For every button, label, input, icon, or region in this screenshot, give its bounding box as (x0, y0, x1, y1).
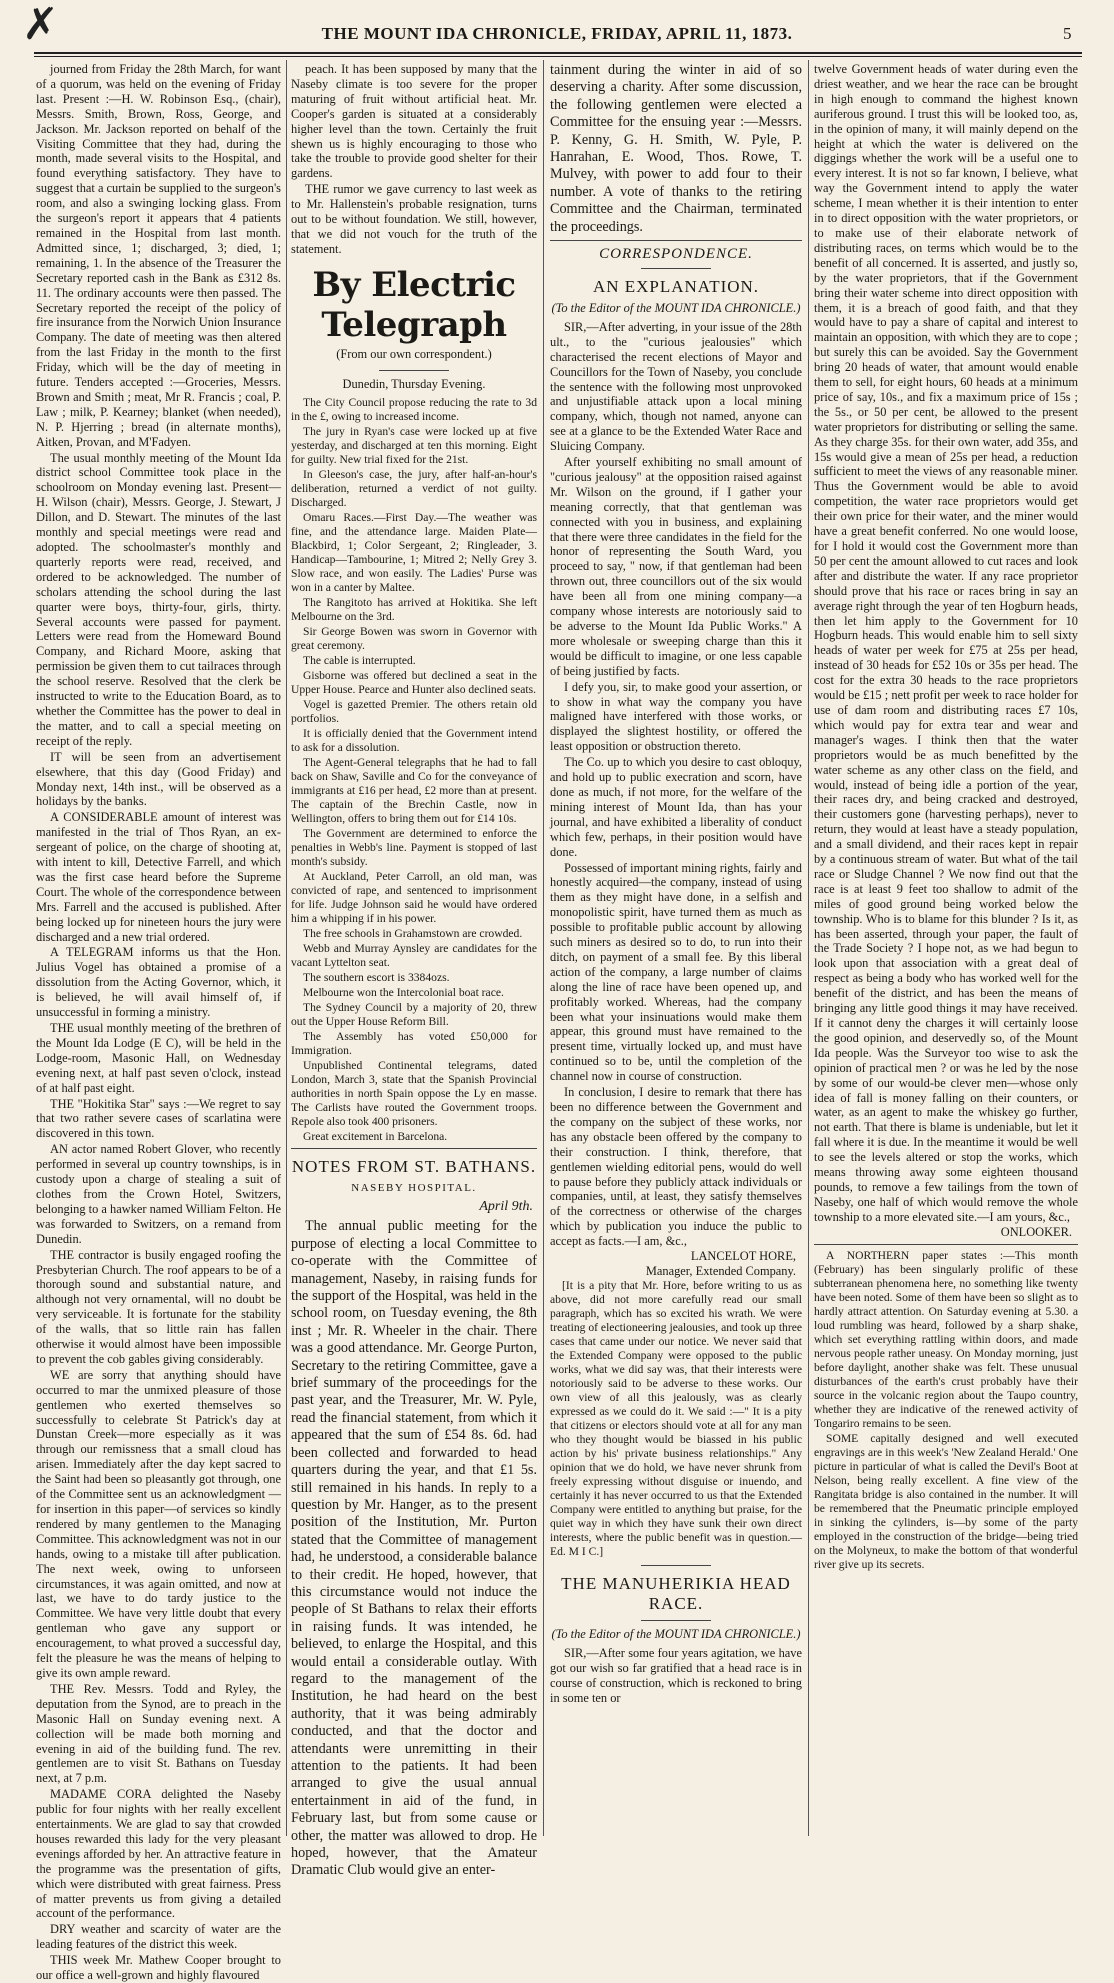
telegraph-item: Melbourne won the Intercolonial boat race. (303, 985, 504, 999)
paragraph: SIR,—After some four years agitation, we have got our wish so far gratified that a head race is in course of construction, which is reckoned to bring in some ten or (550, 1645, 802, 1705)
letter-signature-title: Manager, Extended Company. (645, 1263, 796, 1278)
telegraph-item: Sir George Bowen was sworn in Governor with great ceremony. (291, 624, 537, 652)
correspondence-heading: CORRESPONDENCE. (599, 246, 753, 263)
paragraph: The usual monthly meeting of the Mount Ida district school Committee took place in the schoolroom on Monday evening last. Present—H. Wilson (chair), Messrs. George, J. Stewart, J Dillon, and D. Stewart. The minutes of the last monthly and special meetings were read and adopted. The schoolmaster's monthly and quarterly reports were read, received, and ordered to be acknowledged. The number of scholars attending the school during the last quarter were boys, thirty-four, girls, thirty. Several accounts were passed for payment. Letters were read from the Homeward Bound Company, and Richard Moore, asking that permission be given them to cut tailraces through the school reserve. Resolved that the clerk be instructed to write to the Education Board, as to whether the Committee has the power to deal in the matter, and to call a special meeting on receipt of the reply. (36, 450, 281, 748)
telegraph-item: The Agent-General telegraphs that he had to fall back on Shaw, Saville and Co for the conveyance of immigrants at £16 per head, £2 more than at present. The captain of the Brechin Castle, now in Wellington, offers to bring them out for £14 10s. (291, 755, 537, 825)
masthead-title: THE MOUNT IDA CHRONICLE, FRIDAY, APRIL 11, 1873. (321, 24, 793, 43)
paragraph: A TELEGRAM informs us that the Hon. Julius Vogel has obtained a promise of a dissolution from the Acting Governor, which, it is believed, he will avail himself of, if unsuccessful in forming a ministry. (36, 945, 281, 1020)
paragraph: The Co. up to which you desire to cast obloquy, and hold up to public execration and scorn, have done as much, if not more, for the welfare of the mining interest of Mount Ida, than has your journal, and have exhibited a liberality of conduct which few, perhaps, in their position would have done. (550, 755, 802, 859)
telegraph-item: The Rangitoto has arrived at Hokitika. She left Melbourne on the 3rd. (291, 595, 537, 623)
separator (641, 1565, 711, 1566)
separator (550, 240, 802, 241)
editor-note (550, 1279, 802, 1559)
telegraph-item: At Auckland, Peter Carroll, an old man, was convicted of rape, and sentenced to imprisonment for life. Judge Johnson said he would have ordered him a whipping if in his power. (291, 869, 537, 925)
paragraph: THE Rev. Messrs. Todd and Ryley, the deputation from the Synod, are to preach in the Masonic Hall on Sunday evening next. A collection will be made both morning and evening in aid of the building fund. The rev. gentlemen are to visit St. Bathans on Tuesday next, at 7 p.m. (36, 1681, 281, 1786)
paragraph: A NORTHERN paper states :—This month (February) has been singularly prolific of these subterranean phenomena here, no something like twenty have been noted. Some of them have been so slight as to hardly attract attention. On Saturday evening at 5.30. a loud rumbling was heard, followed by a sharp shake, which set everything rattling within doors, and made nervous people rather uneasy. On Monday morning, just before daylight, another shake was felt. These unusual disturbances of the earth's crust probably have their source in the volcanic region about the Taupo country, whether they are indicative of the renewed activity of Tongariro remains to be seen. (814, 1248, 1078, 1430)
paragraph: twelve Government heads of water during even the driest weather, and we hear the race can be brought in high enough to command the highest known auriferous ground. I trust this will be looked too, as, in the opinion of many, it will mainly depend on the height at which the water is delivered on the diggings whether the work will be a useful one to every interest. It is not so far known, I believe, what way the Government intend to apply the water scheme, I mean whether it is their intention to enter in to direct opposition with the water proprietors, or to make use of their elaborate network of distributing races, on terms which would be to the benefit of all concerned. It is asserted, and justly so, by the water proprietors, that if the Government bring their water scheme into direct opposition with them, it is a breach of good faith, and that they would have to pay a share of capital and interest to maintain an opposition, with which they are to cope ; but surely this can be avoided. Say the Government bring 20 heads of water, that amount would enable them to sell, for eight hours, 60 heads at a minimum price of say, 10s., and fix a maximum price of 15s ; the 5s., or 50 per cent, be allowed to the present water proprietors for distributing or selling the same. As they charge 35s. for their own water, add 35s, and 15s would give a mean of 25s per head, a reduction sufficient to meet the views of any reasonable miner. Thus the Government would be able to avoid competition, the water race proprietors would get their own price for their water, and the miner would have a great benefit conferred. No one would loose, for I hold it would cost the Government more than 50 per cent the amount allowed to cut races and look after and distribute the water. If any race proprietor should prove that his race or races bring in say an average right through the year of ten Hogburn heads, then let him apply to the Government for 10 Hogburn heads. This would enable him to sell sixty heads of water per week for £75 at 25s per head, instead of 30 heads for £52 10s or 35s per head. The cost for the extra 30 heads to the race proprietors would be £15 ; nett profit per week to race holder for use of dam room and distributing races £7 10s, which would pay for extra tear and wear and manager's wages. I think then that the water proprietors would be as much benefitted by the water scheme as any other class on the field, and would, instead of being idle a portion of the year, their races dry, and being cracked and destroyed, their customers gone (harvesting perhaps), never to return, they would at least have a steady population, and a small dividend, and their races kept in repair by a continuous stream of water. But what of the tail race or Sludge Channel ? We now find out that the race is at least 9 feet too shallow to admit of the miles of good ground being worked below the township. Who is to blame for this blunder ? Is it, as has been asserted, through your paper, the fault of the Trade Society ? I hope not, as we had begun to look upon that association with a great deal of respect as being a body who has worked well for the benefit of the district, and has been the means of bringing any little good things it may have received. If it cannot deny the charges it will certainly loose the good opinion, and deservedly so, of the Mount Ida people. Was the Surveyor too wise to ask the opinion of practical men ? or was he led by the nose by some of our would-be clever men—whose only idea of fall is money falling on their counters, or water, as an agent to make the whiskey go further, not earth. That there is blame is undeniable, but let it fall where it is due. In the meantime it would be well to see the levels altered or stop the works, which means throwing away some eighteen thousand pounds, to remove a few tailings from the town of Naseby, one half of which would remove the whole township to a more elevated site.—I am yours, &c., (814, 62, 1078, 1224)
intro-body (550, 62, 802, 236)
column-4 (814, 62, 1078, 1834)
paragraph: MADAME CORA delighted the Naseby public for four nights with her really excellent entertainments. We are glad to say that crowded houses rewarded this lady for the very pleasant evenings afforded by her. An attractive feature in the programme was the presentation of gifts, which were distributed with great fairness. Press of matter prevents us from giving a detailed account of the performance. (36, 1787, 281, 1921)
paragraph: peach. It has been supposed by many that the Naseby climate is too severe for the proper maturing of fruit without artificial heat. Mr. Cooper's garden is situated at a considerably higher level than the town. Certainly the fruit shewn us is highly encouraging to those who take the trouble to provide good shelter for their gardens. (291, 62, 537, 181)
separator (379, 370, 449, 371)
column-rule (286, 60, 287, 1836)
letter-signature: ONLOOKER. (1000, 1224, 1072, 1239)
paragraph: THIS week Mr. Mathew Cooper brought to our office a well-grown and highly flavoured (36, 1953, 281, 1983)
telegraph-item: It is officially denied that the Government intend to ask for a dissolution. (291, 726, 537, 754)
telegraph-item: The cable is interrupted. (303, 653, 416, 667)
paragraph: In conclusion, I desire to remark that there has been no difference between the Government and the company on the subject of these works, nor has any obstacle been offered by the company to their construction. I think, therefore, that gentlemen wielding editorial pens, would do well to pause before they publicly attack individuals or companies, until, at least, they satisfy themselves of the correctness or otherwise of the charges which by publication you induce the public to accept as facts.—I am, &c., (550, 1085, 802, 1249)
to-the-editor: (To the Editor of the MOUNT IDA CHRONICLE.) (551, 300, 801, 315)
telegraph-item: In Gleeson's case, the jury, after half-an-hour's deliberation, returned a verdict of not guilty. Discharged. (291, 467, 537, 509)
paragraph: [It is a pity that Mr. Hore, before writing to us as above, did not more carefully read our small paragraph, which has so excited his wrath. We were treating of electioneering jealousies, and took up three cases that came under our notice. We never said that the Extended Company were opposed to the public works, what we did say was, that their interests were notoriously said to be adverse to these works. Our own view of all this jealously, was as clearly expressed as we could do it. We said :—" It is a pity that citizens or electors should vote at all for any man who they thought would be biassed in his public action by his' private business relationships." Any opinion that we do hold, we have never shrunk from freely expressing without disguise or inuendo, and certainly it has never occurred to us that the Extended Company were entitled to anything but praise, for the quiet way in which they have sunk their own direct interests, where the public benefit was in question.—Ed. M I C.] (550, 1278, 802, 1558)
separator (814, 1244, 1078, 1245)
notes-heading: NOTES FROM ST. BATHANS. (291, 1156, 537, 1176)
column-rule (808, 60, 809, 1836)
notes-subheading: NASEBY HOSPITAL. (351, 1181, 477, 1194)
telegraph-subheading: (From our own correspondent.) (336, 346, 492, 361)
column-1 (36, 62, 281, 1983)
paragraph: Possessed of important mining rights, fairly and honestly acquired—the company, instead of using them as they might have done, in a selfish and monopolistic spirit, have turned them as much as possible to profitable public account by allowing such miners as desired so to do, to run into their ditch, on payment of a small fee. By this liberal action of the company, a large number of claims along the line of race have been opened up, and profitably worked. Whereas, had the company been what your insinuations would make them appear, this ground must have remained to the present time, virtually locked up, and must have continued so to be, until the completion of the channel now in course of construction. (550, 860, 802, 1084)
column-rule (543, 60, 544, 1836)
paragraph: DRY weather and scarcity of water are the leading features of the district this week. (36, 1922, 281, 1952)
paragraph: THE rumor we gave currency to last week as to Mr. Hallenstein's probable resignation, turns out to be without foundation. We still, however, that we did not vouch for the truth of the statement. (291, 182, 537, 256)
telegraph-item: Vogel is gazetted Premier. The others retain old portfolios. (291, 697, 537, 725)
paragraph: WE are sorry that anything should have occurred to mar the unmixed pleasure of those gentlemen who exerted themselves so successfully to celebrate St Patrick's day at Dunstan Creek—more especially as it was through our remissness that a small cloud has arisen. Immediately after the day kept sacred to the Saint had been so pleasantly got through, one of the Committee sent us an acknowledgment —for insertion in this paper—of services so kindly rendered by many gentlemen to the Managing Committee. This acknowledgment was not in our hands, owing to a mistake till after publication. The next week, owing to unforseen circumstances, it was again omitted, and now at last, we have to do tardy justice to the Committee. We have very little doubt that every gentleman who gave any support or encouragement, to what proved a successful day, felt the pleasure he was the means of helping to give its own ample reward. (36, 1367, 281, 1680)
telegraph-item: The free schools in Grahamstown are crowded. (303, 926, 523, 940)
masthead (0, 24, 1114, 48)
telegraph-item: Great excitement in Barcelona. (303, 1129, 448, 1143)
telegraph-item: The Government are determined to enforce the penalties in Webb's line. Payment is stopped of last month's subsidy. (291, 826, 537, 868)
telegraph-item: The City Council propose reducing the rate to 3d in the £, owing to increased income. (291, 395, 537, 423)
notes-body (291, 1218, 537, 1879)
paragraph: THE usual monthly meeting of the brethren of the Mount Ida Lodge (E C), will be held in the Lodge-room, Masonic Hall, on Wednesday evening next, at half past seven o'clock, instead of at half past eight. (36, 1021, 281, 1095)
telegraph-heading: By Electric Telegraph (312, 264, 516, 345)
separator (641, 268, 711, 269)
telegraph-item: Omaru Races.—First Day.—The weather was fine, and the attendance large. Maiden Plate—Blackbird, 1; Color Sergeant, 2; Ringleader, 3. Handicap—Tambourine, 1; Mitred 2; Nelly Grey 3. Slow race, and won easily. The Ladies' Purse was won in a canter by Maltee. (291, 510, 537, 594)
explanation-heading: AN EXPLANATION. (592, 276, 760, 296)
column-3 (550, 62, 802, 1834)
telegraph-item: The Sydney Council by a majority of 20, threw out the Upper House Reform Bill. (291, 1000, 537, 1028)
telegraph-item: Webb and Murray Aynsley are candidates for the vacant Lyttelton seat. (291, 941, 537, 969)
paragraph: SOME capitally designed and well executed engravings are in this week's 'New Zealand Herald.' One picture in particular of what is called the Devil's Boot at Nelson, being really excellent. A fine view of the Rangitata bridge is also contained in the number. It will be remembered that the Pneumatic principle employed in sinking the cylinders, is—by some of the party employed in the construction of the bridge—being tried on the Molyneux, to make the bottom of that wonderful river give up its secrets. (814, 1431, 1078, 1571)
page-number: 5 (1063, 24, 1072, 43)
separator (291, 1148, 537, 1149)
paragraph: A CONSIDERABLE amount of interest was manifested in the trial of Thos Ryan, an ex-sergeant of police, on the charge of shooting at, with intent to kill, Detective Farrell, and which was the first case heard before the Supreme Court. The whole of the correspondence between Mrs. Farrell and the accused is published. After being locked up for nineteen hours the jury were discharged and a new trial ordered. (36, 810, 281, 944)
paragraph: journed from Friday the 28th March, for want of a quorum, was held on the evening of Friday last. Present :—H. W. Robinson Esq., (chair), Messrs. Smith, Brown, Ross, George, and Jackson. Mr. Jackson reported on behalf of the Visiting Committee that they had, during the month, made several visits to the Hospital, and found everything satisfactory. They have to suggest that a curtain be supplied to the surgeon's room, and also a swinging locking glass. From the surgeon's report it appears that 4 patients remained in the Hospital from last month. Admitted since, 1; discharged, 3; died, 1; remaining, 1. In the absence of the Treasurer the Secretary reported cash in the Bank as £312 8s. 11. The ordinary accounts were then passed. The Secretary reported the receipt of the policy of fire insurance from the Norwich Union Insurance Company. The date of meeting was then altered from the last Friday in the month to the first Friday, which will be the day of meeting in future. Tenders accepted :—Groceries, Messrs. Brown and Smith ; meat, Mr R. Francis ; coal, P. Law ; milk, P. Kearney; blanket (when needed), N. P. Hjerring ; bread (in alternate months), Aitken, Provan, and M'Fadyen. (36, 62, 281, 449)
telegraph-item: The southern escort is 3384ozs. (303, 970, 450, 984)
head-race-heading: THE MANUHERIKIA HEAD RACE. (561, 1573, 791, 1613)
paragraph: tainment during the winter in aid of so deserving a charity. After some discussion, the following gentlemen were elected a Committee for the ensuing year :—Messrs. P. Kenny, G. H. Smith, W. Pyle, P. Hanrahan, E. Wood, Thos. Rowe, T. Mulvey, with power to add four to their number. A vote of thanks to the retiring Committee and the Chairman, terminated the proceedings. (550, 62, 802, 235)
separator (641, 1620, 711, 1621)
telegraph-item: The Assembly has voted £50,000 for Immigration. (291, 1029, 537, 1057)
to-the-editor: (To the Editor of the MOUNT IDA CHRONICLE.) (551, 1626, 801, 1641)
news-items (814, 1249, 1078, 1572)
notes-date: April 9th. (479, 1198, 533, 1214)
paragraph: THE contractor is busily engaged roofing the Presbyterian Church. The roof appears to be of a thorough sound and substantial nature, and although not very ornamental, will no doubt be very serviceable. It is fortunate for the stability of the walls, that so little rain has fallen otherwise it would almost have been impossible to prevent the cob gables giving considerably. (36, 1247, 281, 1366)
telegraph-dateline: Dunedin, Thursday Evening. (342, 376, 486, 391)
telegraph-item: Gisborne was offered but declined a seat in the Upper House. Pearce and Hunter also declined seats. (291, 668, 537, 696)
paragraph: AN actor named Robert Glover, who recently performed in several up country townships, is in custody upon a charge of stealing a suit of clothes from the Crown Hotel, Switzers, belonging to a hawker named William Felton. He was forwarded to Switzers, on a remand from Dunedin. (36, 1142, 281, 1246)
masthead-rule (34, 52, 1082, 57)
paragraph: The annual public meeting for the purpose of electing a local Committee to co-operate with the Committee of management, Naseby, in raising funds for the support of the Hospital, was held in the school room, on Tuesday evening, the 8th inst ; Mr. R. Wheeler in the chair. There was a good attendance. Mr. George Purton, Secretary to the retiring Committee, gave a brief summary of the proceedings for the past year, and the Treasurer, Mr. W. Pyle, read the financial statement, from which it appeared that the sum of £54 8s. 6d. had been collected and forwarded to head quarters during the year, and that £1 5s. still remained in his hands. In reply to a question by Mr. Hanger, as to the present position of the Institution, Mr. Purton stated that the Committee of management had, he understood, a considerable balance to their credit. He hoped, however, that this circumstance would not induce the people of St Bathans to relax their efforts in raising funds. It was intended, he believed, to enlarge the Hospital, and this would entail a considerable outlay. With regard to the management of the Institution, he had heard on the best authority, that it was being admirably conducted, and that the doctor and attendants were unremitting in their attention to the patients. It had been arranged to give the usual annual entertainment in aid of the fund, in February last, but from some cause or other, the matter was allowed to drop. He hoped, however, that the Amateur Dramatic Club would give an enter- (291, 1218, 537, 1879)
paragraph: I defy you, sir, to make good your assertion, or to show in what way the company you have maligned have interfered with those works, or displayed the slightest hostility, or offered the least opposition or obstruction thereto. (550, 679, 802, 754)
paragraph: IT will be seen from an advertisement elsewhere, that this day (Good Friday) and Monday next, 14th inst., will be observed as a holidays by the banks. (36, 749, 281, 809)
paragraph: THE "Hokitika Star" says :—We regret to say that two rather severe cases of scarlatina were discovered in this town. (36, 1096, 281, 1141)
column-2 (291, 62, 537, 1879)
telegraph-items (291, 396, 537, 1144)
telegraph-item: Unpublished Continental telegrams, dated London, March 3, state that the Spanish Provincial authorities in north Spain oppose the Ly en masse. The Carlists have routed the Government troops. Repole also took 400 prisoners. (291, 1058, 537, 1128)
telegraph-item: The jury in Ryan's case were locked up at five yesterday, and discharged at ten this morning. Eight for guilty. New trial fixed for the 21st. (291, 424, 537, 466)
paragraph: SIR,—After adverting, in your issue of the 28th ult., to the "curious jealousies" which characterised the recent elections of Mayor and Councillors for the Town of Naseby, you conclude the sentence with the following most unprovoked and unjustifiable attack upon a local mining company, which, though not named, anyone can see at a glance to be the Extended Water Race and Sluicing Company. (550, 319, 802, 454)
paragraph: After yourself exhibiting no small amount of "curious jealousy" at the opposition raised against Mr. Wilson on the ground, if I gather your meaning correctly, that that gentleman was connected with you in business, and explaining that there were three candidates in the field for the honor of representing the South Ward, you proceed to say, " now, if that gentleman had been thrown out, three councillors out of the six would have been all from one mining company—a company whose interests are notoriously said to be adverse to the Mount Ida Public Works." A more wholesale or sweeping charge than this it would be difficult to imagine, or one less capable of being justified by facts. (550, 455, 802, 678)
letter-signature: LANCELOT HORE, (690, 1249, 796, 1264)
handwritten-cross-mark: ✗ (22, 0, 59, 50)
